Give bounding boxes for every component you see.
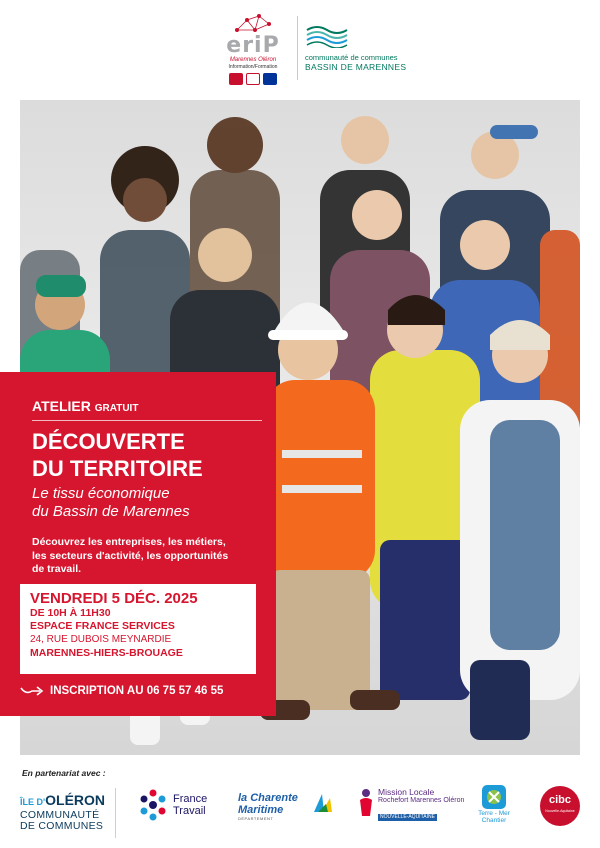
description-line: Découvrez les entreprises, les métiers, (32, 536, 226, 548)
atelier-text: ATELIER (32, 398, 91, 414)
erip-logo (218, 12, 288, 85)
erip-subtitle: Information/Formation (228, 64, 278, 70)
header-divider (297, 16, 298, 80)
partners-label: En partenariat avec : (22, 768, 106, 778)
charente-line2: Maritime (238, 804, 284, 816)
mission-locale-icon (358, 788, 374, 818)
mission-locale-line1: Mission Locale (378, 787, 435, 797)
description-line: de travail. (32, 563, 82, 575)
event-description (32, 536, 272, 577)
panel-divider (32, 420, 262, 421)
charente-line1: la Charente (238, 792, 298, 804)
footer-divider (115, 788, 116, 838)
erip-partner-logos (218, 73, 288, 85)
event-panel (0, 372, 276, 716)
france-travail-line1: France (173, 793, 208, 805)
nouvelle-aquitaine-icon (246, 73, 260, 85)
charente-line3: DÉPARTEMENT (238, 816, 274, 821)
france-travail-dots-icon (137, 788, 169, 822)
header (0, 0, 600, 98)
eu-flag-icon (263, 73, 277, 85)
event-time: DE 10H À 11H30 (30, 607, 111, 619)
subtitle-line2: du Bassin de Marennes (32, 503, 190, 520)
erip-tagline: Marennes Oléron (229, 57, 277, 63)
partner-logos (0, 780, 600, 848)
oleron-line2: COMMUNAUTÉ (20, 809, 100, 821)
france-travail-logo (137, 788, 207, 822)
terre-mer-line1: Terre - Mer (478, 810, 510, 817)
charente-bird-icon (310, 790, 336, 816)
france-travail-line2: Travail (173, 805, 206, 817)
title-line2: DU TERRITOIRE (32, 456, 203, 481)
erip-name: eriP (226, 33, 280, 58)
event-address: 24, RUE DUBOIS MEYNARDIE (30, 634, 172, 645)
terre-mer-logo (471, 784, 517, 824)
charente-maritime-logo (238, 792, 338, 821)
region-badge-icon (229, 73, 243, 85)
registration[interactable] (20, 685, 223, 697)
mission-locale-line2: Rochefort Marennes Oléron (378, 797, 465, 804)
atelier-tag: GRATUIT (94, 403, 139, 414)
event-venue: ESPACE FRANCE SERVICES (30, 620, 175, 632)
cdc-line2: BASSIN DE MARENNES (305, 62, 407, 72)
atelier-label (32, 398, 138, 414)
date-box (20, 584, 256, 674)
cibc-logo (540, 786, 580, 826)
title-line1: DÉCOUVERTE (32, 429, 185, 454)
cibc-name: cibc (548, 794, 571, 806)
description-line: les secteurs d'activité, les opportunités (32, 549, 229, 562)
oleron-prefix: ÎLE D' (20, 797, 46, 807)
oleron-logo (20, 792, 105, 832)
terre-mer-icon (481, 784, 507, 810)
waves-icon (305, 22, 349, 48)
event-date: VENDREDI 5 DÉC. 2025 (30, 590, 198, 607)
event-city: MARENNES-HIERS-BROUAGE (30, 647, 183, 659)
mission-locale-logo (358, 788, 464, 823)
event-title (32, 428, 203, 482)
registration-text[interactable]: INSCRIPTION AU 06 75 57 46 55 (50, 685, 224, 697)
cdc-line1: communauté de communes (305, 53, 398, 62)
cdc-logo (305, 22, 425, 72)
oleron-name: OLÉRON (45, 792, 106, 808)
subtitle-line1: Le tissu économique (32, 485, 170, 502)
oleron-line3: DE COMMUNES (20, 820, 104, 832)
mission-locale-line3: NOUVELLE-AQUITAINE (380, 814, 435, 820)
cibc-sub: Nouvelle-Aquitaine (545, 809, 575, 813)
terre-mer-line2: Chantier (481, 817, 507, 824)
event-subtitle (32, 485, 272, 521)
arrow-right-icon (20, 685, 44, 697)
